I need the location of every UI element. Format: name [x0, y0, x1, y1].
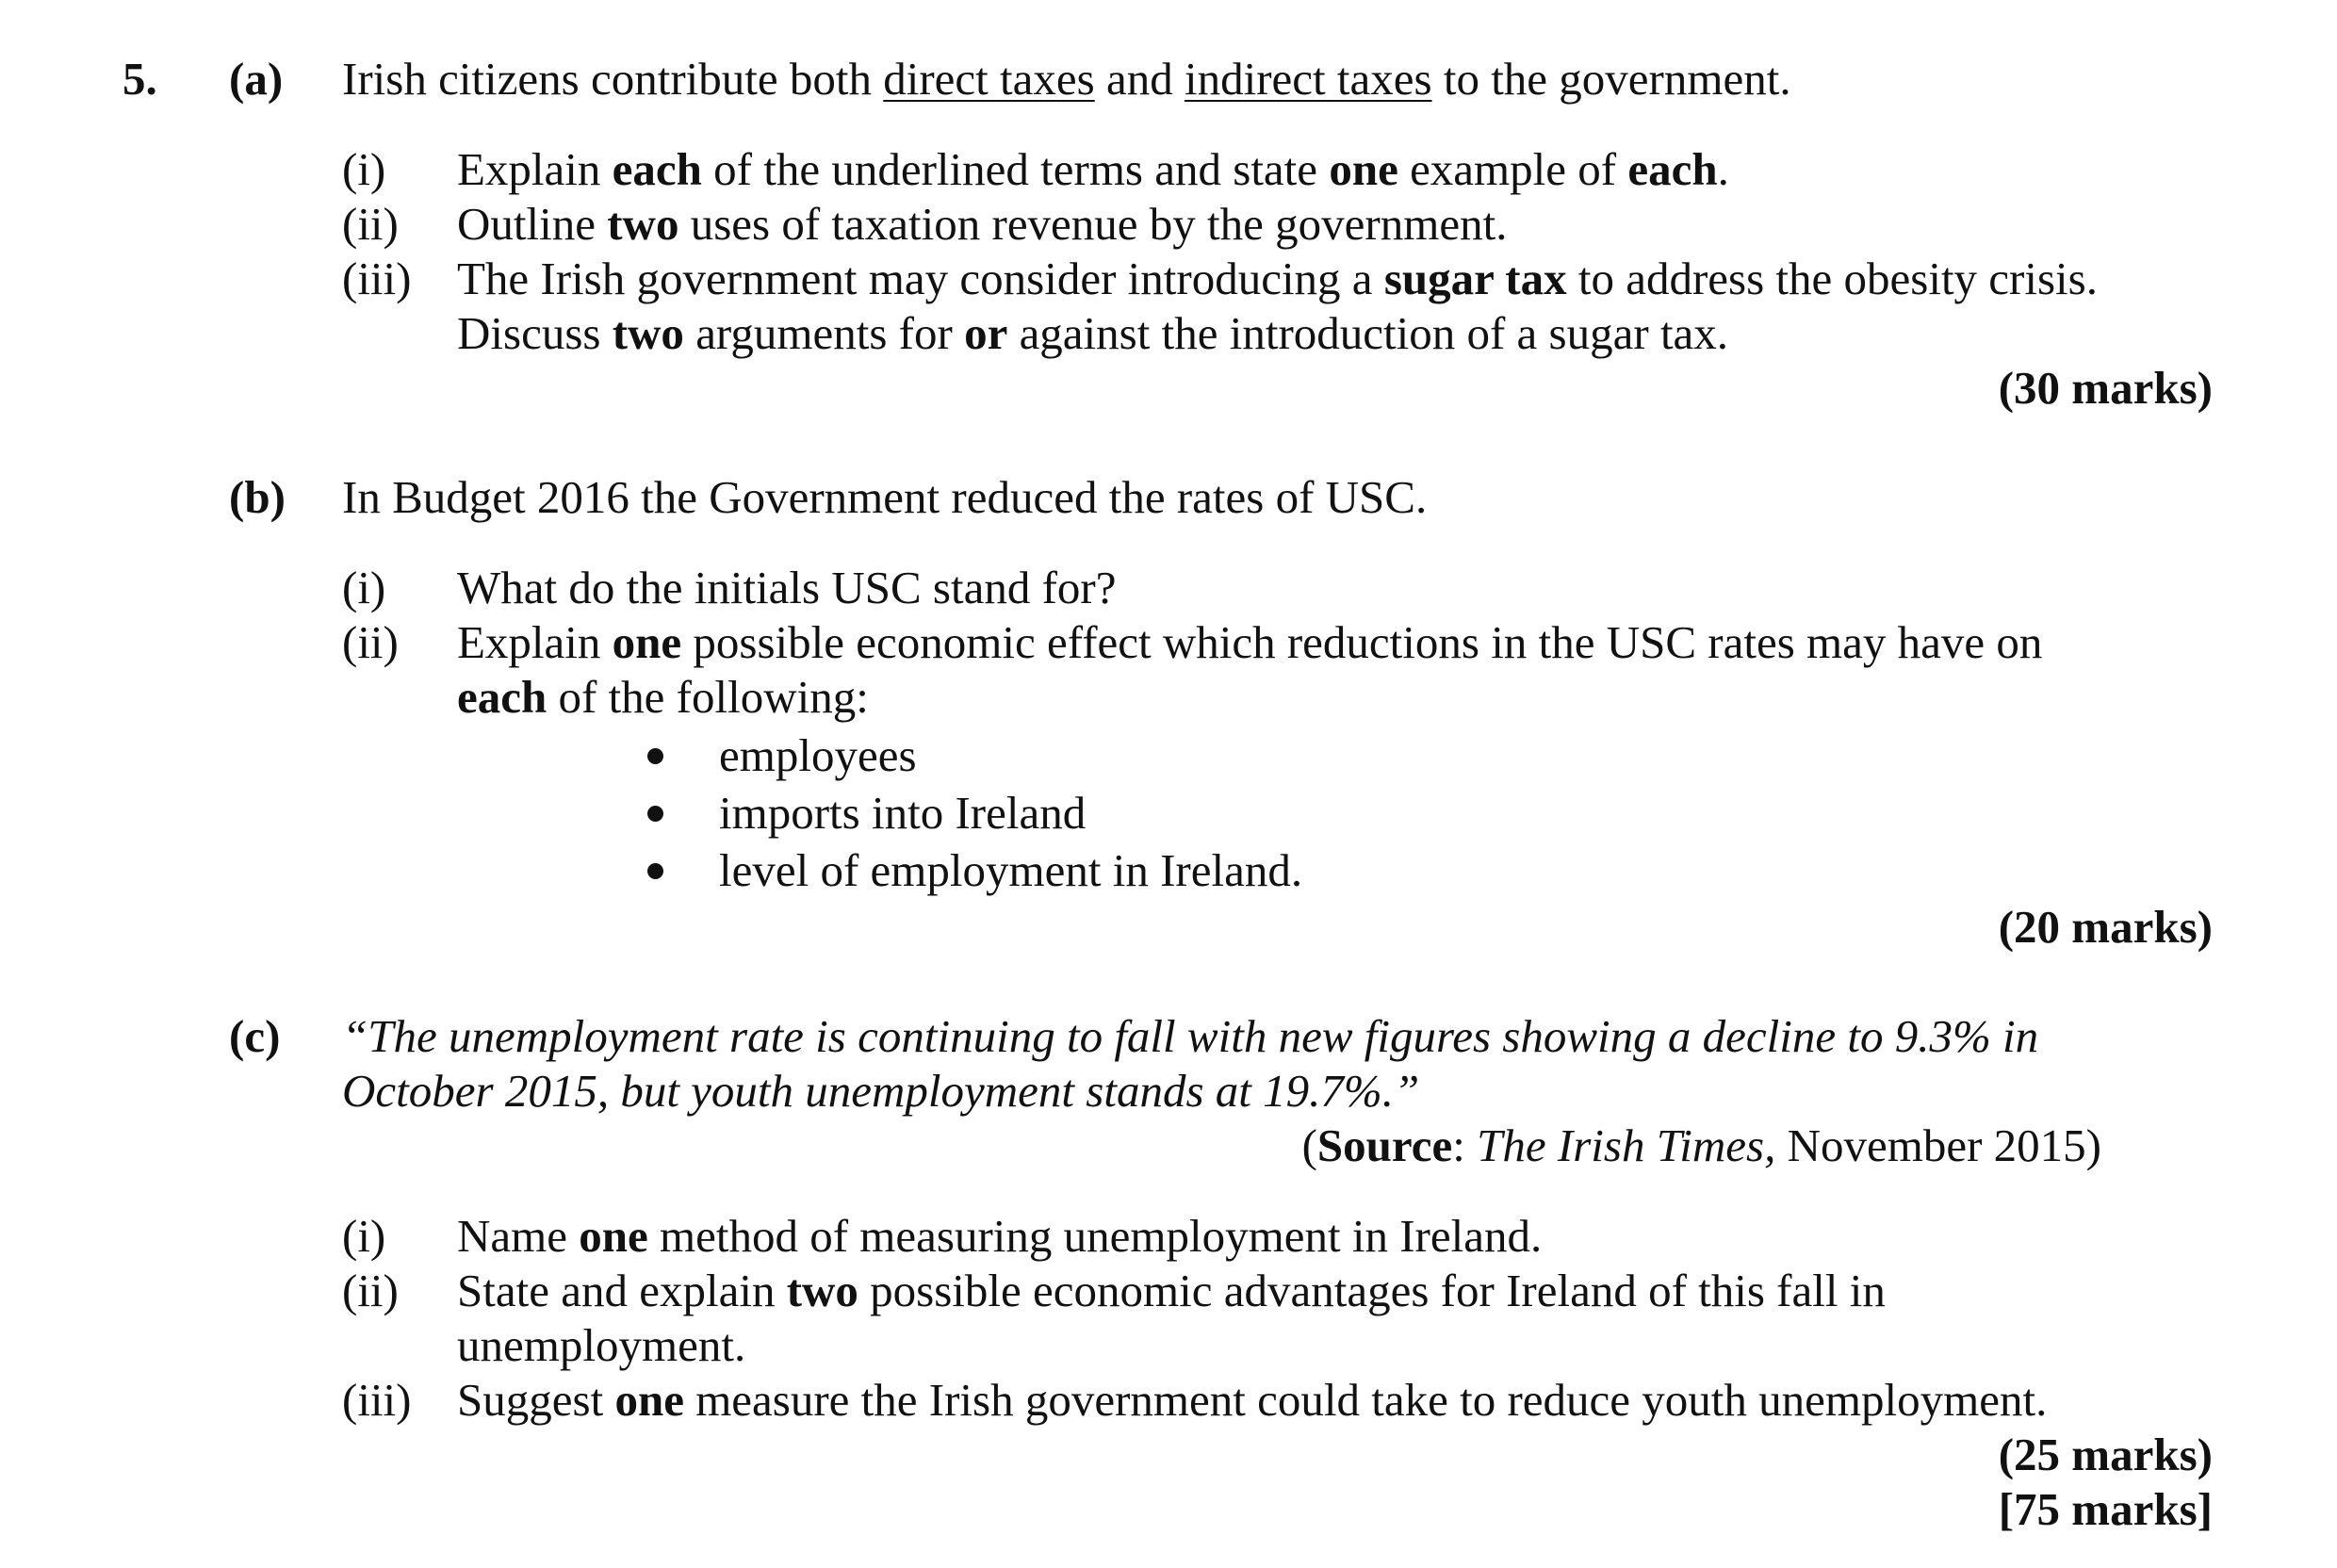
part-a-item-num: (iii): [342, 253, 412, 304]
part-b-item-text-cont: each of the following:: [457, 671, 869, 723]
part-a-stem: Irish citizens contribute both direct taxes and indirect taxes to the government.: [342, 53, 1791, 105]
bullet-icon: [647, 863, 663, 879]
bullet-item: imports into Ireland: [719, 787, 1087, 839]
term-indirect-taxes: indirect taxes: [1184, 53, 1432, 105]
part-b-marks: (20 marks): [1998, 901, 2213, 953]
part-b-item-num: (i): [342, 562, 386, 613]
part-b-item-text: What do the initials USC stand for?: [457, 562, 1117, 613]
part-c-label: (c): [229, 1010, 281, 1062]
part-a-item-text: Explain each of the underlined terms and state one example of each.: [457, 143, 1729, 195]
part-c-item-text: State and explain two possible economic advantages for Ireland of this fall in: [457, 1265, 1886, 1316]
part-a-item-text: Outline two uses of taxation revenue by the government.: [457, 198, 1508, 250]
part-b-label: (b): [229, 471, 286, 523]
bullet-icon: [647, 806, 663, 822]
question-number: 5.: [123, 53, 157, 105]
part-c-item-num: (ii): [342, 1265, 399, 1316]
total-marks: [75 marks]: [1998, 1483, 2213, 1535]
bullet-item: employees: [719, 729, 917, 781]
bullet-item: level of employment in Ireland.: [719, 844, 1303, 896]
part-a-item-num: (i): [342, 143, 386, 195]
part-a-item-text-cont: Discuss two arguments for or against the introduction of a sugar tax.: [457, 307, 1729, 359]
part-b-item-text: Explain one possible economic effect which reductions in the USC rates may have on: [457, 616, 2043, 668]
part-c-item-text-cont: unemployment.: [457, 1319, 746, 1371]
part-c-item-num: (iii): [342, 1374, 412, 1426]
part-a-item-num: (ii): [342, 198, 399, 250]
part-c-marks: (25 marks): [1998, 1429, 2213, 1480]
term-direct-taxes: direct taxes: [883, 53, 1095, 105]
part-b-item-num: (ii): [342, 616, 399, 668]
part-a-item-text: The Irish government may consider introducing a sugar tax to address the obesity crisis.: [457, 253, 2098, 304]
part-a-marks: (30 marks): [1998, 362, 2213, 414]
part-c-item-num: (i): [342, 1210, 386, 1262]
part-c-source: (Source: The Irish Times, November 2015): [1301, 1119, 2101, 1171]
part-c-item-text: Name one method of measuring unemployment in Ireland.: [457, 1210, 1543, 1262]
part-b-stem: In Budget 2016 the Government reduced the rates of USC.: [342, 471, 1428, 523]
part-c-quote: “The unemployment rate is continuing to fall with new figures showing a decline to 9.3% in: [342, 1010, 2039, 1062]
part-c-item-text: Suggest one measure the Irish government could take to reduce youth unemployment.: [457, 1374, 2048, 1426]
part-c-quote-cont: October 2015, but youth unemployment stands at 19.7%.”: [342, 1065, 1420, 1117]
bullet-icon: [647, 748, 663, 764]
part-a-label: (a): [229, 53, 284, 105]
